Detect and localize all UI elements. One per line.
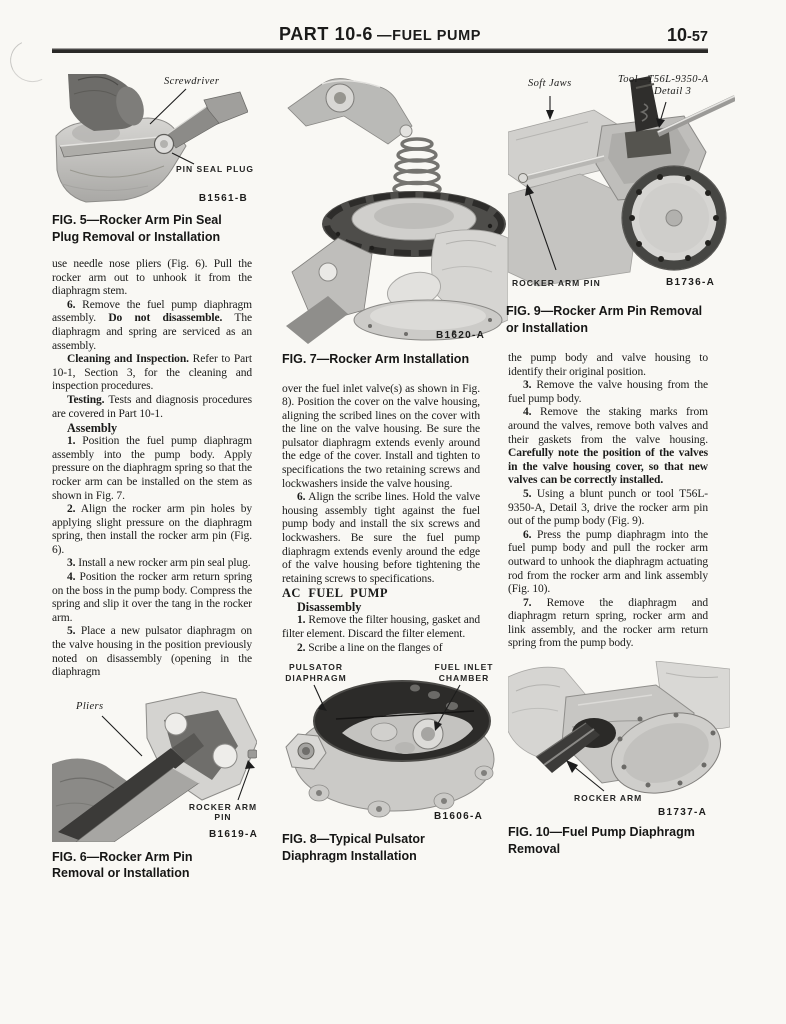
page-number-minor: -57: [687, 29, 708, 45]
paragraph: 6. Align the scribe lines. Hold the valve housing assembly tight against the fuel pump body and install the six screws and lockwashers. Be sure the fuel pump diaphragm extends evenly around the edge of the valve housing before tightening the retaining screws to specifications.: [282, 491, 480, 585]
paragraph: 7. Remove the diaphragm and diaphragm return spring, rocker arm and link assembly, and the rocker arm return spring from the pump body.: [508, 596, 708, 650]
column-3-text: [508, 352, 708, 651]
paragraph: the pump body and valve housing to identify their original position.: [508, 352, 708, 378]
figure-7-photo: [286, 74, 508, 344]
figure-6-label-rocker-arm-pin-line2: PIN: [214, 812, 232, 823]
paragraph: 4. Position the rocker arm return spring on the boss in the pump body. Compress the spring and slip it over the tang in the rocker arm.: [52, 571, 252, 624]
figure-6-code: B1619-A: [209, 828, 259, 840]
paragraph: 1. Position the fuel pump diaphragm assembly into the pump body. Apply pressure on the diaphragm spring so that the rocker arm can be installed on the stem as shown in Fig. 7.: [52, 435, 252, 502]
figure-8-label-pulsator-diaphragm: [284, 662, 348, 683]
figure-6-label-rocker-arm-pin-line1: ROCKER ARM: [188, 801, 258, 812]
figure-9-label-tool-line1: Tool—T56L-9350-A: [618, 74, 709, 85]
paragraph: 5. Using a blunt punch or tool T56L-9350-A, Detail 3, drive the rocker arm pin out of the pump body (Fig. 9).: [508, 487, 708, 528]
paragraph: 5. Place a new pulsator diaphragm on the valve housing in the position previously noted on disassembly (opening in the diaphragm: [52, 625, 252, 679]
figure-10-code: B1737-A: [658, 807, 708, 819]
paragraph: 3. Remove the valve housing from the fuel pump body.: [508, 379, 708, 405]
figure-6-label-rocker-arm-pin: [188, 802, 258, 823]
page-number-major: 10: [667, 25, 688, 45]
figure-6: [52, 690, 259, 882]
column-1: [52, 74, 259, 882]
fig7-illustration: [286, 74, 508, 344]
column-1-text: [52, 258, 252, 680]
figure-9-caption: FIG. 9—Rocker Arm Pin Removal or Installation: [506, 304, 703, 335]
column-2-text: [282, 383, 480, 656]
part-number: PART 10-6: [278, 24, 374, 44]
figure-10-photo: [508, 661, 730, 819]
figure-5-label-pin-seal-plug: PIN SEAL PLUG: [176, 164, 255, 174]
figure-9-code: B1736-A: [666, 277, 716, 288]
figure-8-code: B1606-A: [434, 811, 484, 823]
paragraph: 6. Press the pump diaphragm into the fuel pump body and pull the rocker arm outward to unhook the diaphragm actuating rod from the rocker arm and link assembly (Fig. 10).: [508, 528, 708, 596]
column-2: [282, 74, 494, 864]
fig8-illustration: [284, 661, 499, 824]
page-number: [667, 25, 708, 46]
paragraph: 4. Remove the staking marks from around the valves, remove both valves and their gaskets from the valve housing. Carefully note the position of the valves in the valve housing cover, so that new valves can be correctly installed.: [508, 406, 708, 487]
paragraph: Cleaning and Inspection. Refer to Part 10-1, Section 3, for the cleaning and inspection procedures.: [52, 353, 253, 393]
paragraph: 2. Scribe a line on the flanges of: [297, 641, 443, 654]
paragraph: 2. Align the rocker arm pin holes by applying slight pressure on the diaphragm spring, then install the rocker arm pin (Fig. 6).: [52, 503, 252, 556]
figure-8-caption: FIG. 8—Typical Pulsator Diaphragm Installation: [282, 832, 425, 863]
section-heading: AC FUEL PUMP: [282, 586, 388, 601]
figure-7-caption: FIG. 7—Rocker Arm Installation: [282, 352, 470, 366]
paragraph: 1. Remove the filter housing, gasket and filter element. Discard the filter element.: [282, 614, 480, 640]
section-heading: Assembly: [67, 421, 118, 436]
figure-8-label-pulsator-line2: DIAPHRAGM: [285, 672, 347, 683]
figure-6-photo: [52, 690, 257, 842]
header-rule: [52, 50, 708, 53]
figure-8-label-fuel-inlet-chamber: [430, 662, 498, 683]
paragraph: Testing. Tests and diagnosis procedures are covered in Part 10-1.: [52, 393, 252, 420]
paragraph: use needle nose pliers (Fig. 6). Pull the rocker arm out to unhook it from the diaphragm stem.: [52, 258, 252, 298]
figure-10-label-rocker-arm: ROCKER ARM: [574, 793, 643, 804]
paragraph: over the fuel inlet valve(s) as shown in Fig. 8). Position the cover on the valve housing, aligning the scribed lines on the cover with the line on the valve housing. Be sure the pulsator diaphragm extends evenly around the edge of the cover. Install and tighten to specifications the two retaining screws and lockwashers inside the valve housing.: [282, 382, 480, 490]
fig5-illustration: [52, 74, 248, 204]
part-name: —FUEL PUMP: [377, 28, 482, 44]
figure-5-photo: [52, 74, 255, 204]
figure-9: [506, 74, 716, 336]
column-3: [506, 74, 716, 857]
figure-8-photo: [284, 661, 499, 824]
figure-10-caption: FIG. 10—Fuel Pump Diaphragm Removal: [508, 825, 695, 856]
paragraph: 6. Remove the fuel pump diaphragm assembly. Do not disassemble. The diaphragm and spring are serviced as an assembly.: [52, 298, 252, 352]
figure-9-label-rocker-arm-pin: ROCKER ARM PIN: [512, 278, 601, 288]
figure-8: [282, 661, 494, 864]
figure-9-label-soft-jaws: Soft Jaws: [528, 78, 572, 89]
figure-9-label-tool-line2: Detail 3: [654, 86, 692, 97]
figure-5-label-screwdriver: Screwdriver: [164, 76, 220, 87]
section-heading: Disassembly: [297, 600, 362, 615]
figure-6-label-pliers: Pliers: [76, 700, 104, 712]
figure-5-caption: FIG. 5—Rocker Arm Pin Seal Plug Removal or Installation: [52, 213, 222, 244]
figure-7-code: B1620-A: [436, 330, 486, 341]
page-header: [52, 24, 708, 53]
figure-9-photo: [508, 74, 735, 292]
figure-10: [508, 661, 708, 857]
figure-8-label-fuel-inlet-line2: CHAMBER: [438, 672, 490, 683]
figure-5-code: B1561-B: [198, 193, 248, 204]
paragraph: 3. Install a new rocker arm pin seal plug.: [67, 557, 251, 570]
figure-6-caption: FIG. 6—Rocker Arm Pin Removal or Installation: [52, 849, 193, 881]
figure-7: [282, 74, 486, 368]
part-title: [52, 24, 708, 45]
figure-8-label-pulsator-line1: PULSATOR: [289, 662, 343, 673]
figure-8-label-fuel-inlet-line1: FUEL INLET: [434, 662, 494, 673]
figure-5: [52, 74, 255, 245]
fig9-illustration: [508, 74, 735, 288]
